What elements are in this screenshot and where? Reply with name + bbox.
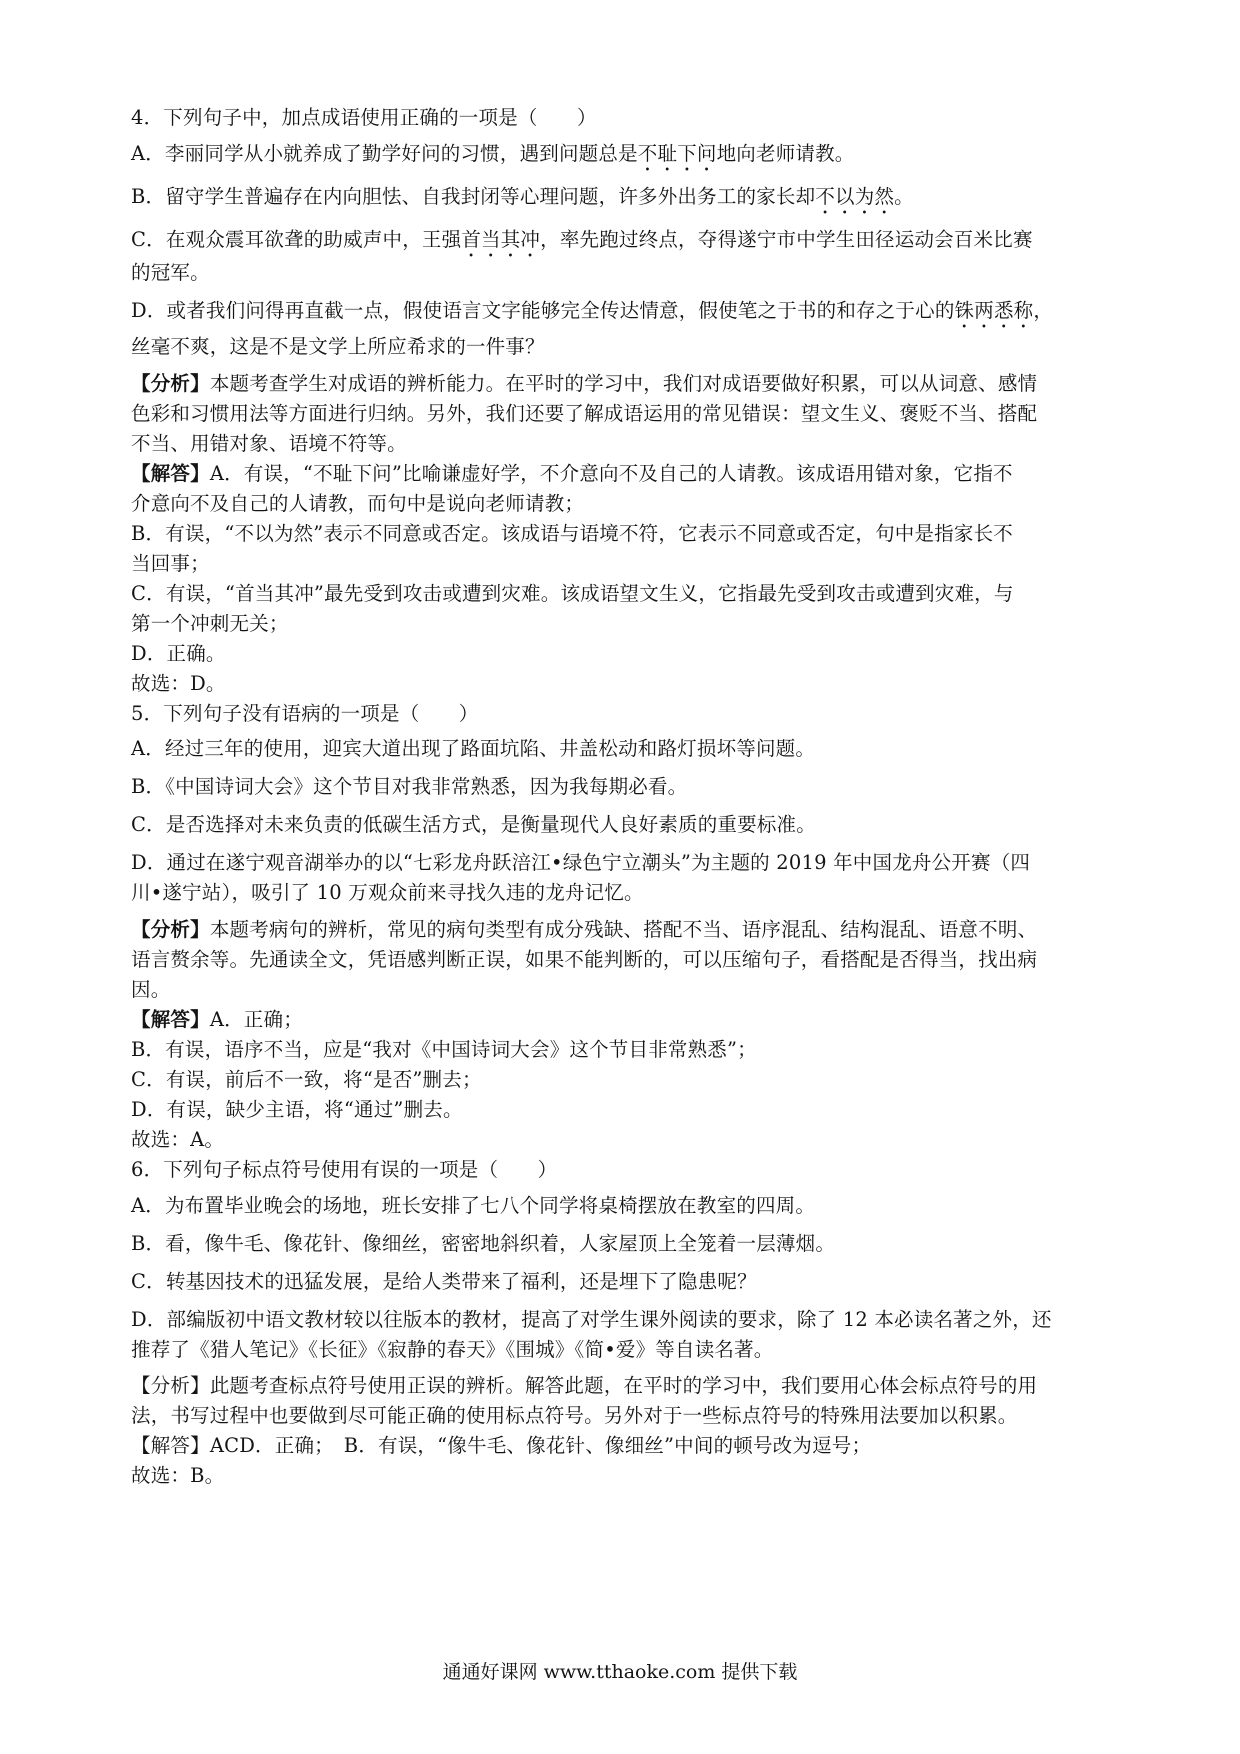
q5-option-c: C．是否选择对未来负责的低碳生活方式，是衡量现代人良好素质的重要标准。 bbox=[131, 813, 816, 836]
text: D．或者我们问得再直截一点，假使语言文字能够完全传达情意，假使笔之于书的和存之于心的 bbox=[131, 299, 955, 322]
q6-stem: 6．下列句子标点符号使用有误的一项是（ ） bbox=[131, 1158, 558, 1181]
q4-answer-cont: 介意向不及自己的人请教，而句中是说向老师请教； bbox=[131, 492, 585, 515]
q4-choice: 故选：D。 bbox=[131, 672, 226, 695]
dotted-idiom: 不耻下问 bbox=[637, 142, 717, 165]
q6-option-a: A．为布置毕业晚会的场地，班长安排了七八个同学将桌椅摆放在教室的四周。 bbox=[131, 1194, 816, 1217]
text: A．李丽同学从小就养成了勤学好问的习惯，遇到问题总是 bbox=[131, 142, 638, 165]
q5-answer-cont: B．有误，语序不当，应是“我对《中国诗词大会》这个节目非常熟悉”； bbox=[131, 1038, 757, 1061]
analysis-tag: 【分析】 bbox=[131, 372, 210, 395]
q4-option-d bbox=[131, 296, 1053, 333]
q6-analysis bbox=[131, 1371, 1037, 1401]
q4-answer-cont: 第一个冲刺无关； bbox=[131, 612, 289, 635]
page-footer: 通通好课网 www.tthaoke.com 提供下载 bbox=[442, 1661, 798, 1683]
q4-answer-cont: B．有误，“不以为然”表示不同意或否定。该成语与语境不符，它表示不同意或否定，句中是指家长不 bbox=[131, 522, 1013, 545]
q4-option-a bbox=[131, 139, 855, 176]
q5-answer bbox=[131, 1005, 303, 1035]
text: C．在观众震耳欲聋的助威声中，王强 bbox=[131, 228, 462, 251]
dotted-idiom: 首当其冲 bbox=[461, 228, 541, 251]
answer-tag: 【解答】 bbox=[131, 462, 210, 485]
text: A．正确； bbox=[209, 1008, 303, 1031]
answer-tag: 【解答】 bbox=[131, 1434, 210, 1457]
q6-option-c: C．转基因技术的迅猛发展，是给人类带来了福利，还是埋下了隐患呢？ bbox=[131, 1270, 757, 1293]
text: 本题考查学生对成语的辨析能力。在平时的学习中，我们对成语要做好积累，可以从词意、感情 bbox=[209, 372, 1038, 395]
q5-option-d-cont: 川•遂宁站），吸引了 10 万观众前来寻找久违的龙舟记忆。 bbox=[131, 881, 644, 904]
text: B．留守学生普遍存在内向胆怯、自我封闭等心理问题，许多外出务工的家长却 bbox=[131, 185, 816, 208]
text: 本题考病句的辨析，常见的病句类型有成分残缺、搭配不当、语序混乱、结构混乱、语意不明、 bbox=[209, 918, 1038, 941]
q4-analysis-cont: 不当、用错对象、语境不符等。 bbox=[131, 432, 407, 455]
q4-analysis bbox=[131, 369, 1037, 399]
text: ，率先跑过终点，夺得遂宁市中学生田径运动会百米比赛 bbox=[540, 228, 1033, 251]
q6-option-b: B．看，像牛毛、像花针、像细丝，密密地斜织着，人家屋顶上全笼着一层薄烟。 bbox=[131, 1232, 836, 1255]
q4-stem: 4．下列句子中，加点成语使用正确的一项是（ ） bbox=[131, 106, 597, 129]
q4-answer-cont: C．有误，“首当其冲”最先受到攻击或遭到灾难。该成语望文生义，它指最先受到攻击或遭到灾难，与 bbox=[131, 582, 1014, 605]
q4-answer-cont: D．正确。 bbox=[131, 642, 226, 665]
text: ， bbox=[1033, 299, 1054, 322]
q6-option-d-cont: 推荐了《猎人笔记》《长征》《寂静的春天》《围城》《简•爱》等自读名著。 bbox=[131, 1338, 774, 1361]
q5-option-d: D．通过在遂宁观音湖举办的以“七彩龙舟跃涪江•绿色宁立潮头”为主题的 2019 年中国龙舟公开赛（四 bbox=[131, 851, 1031, 874]
q4-option-d-cont: 丝毫不爽，这是不是文学上所应希求的一件事？ bbox=[131, 335, 545, 358]
text: 此题考查标点符号使用正误的辨析。解答此题，在平时的学习中，我们要用心体会标点符号的用 bbox=[209, 1374, 1038, 1397]
q4-option-c-cont: 的冠军。 bbox=[131, 261, 210, 284]
analysis-tag: 【分析】 bbox=[131, 1374, 210, 1397]
text: ACD．正确； B．有误，“像牛毛、像花针、像细丝”中间的顿号改为逗号； bbox=[209, 1434, 872, 1457]
q4-analysis-cont: 色彩和习惯用法等方面进行归纳。另外，我们还要了解成语运用的常见错误：望文生义、褒贬不当、搭配 bbox=[131, 402, 1038, 425]
q5-answer-cont: D．有误，缺少主语，将“通过”删去。 bbox=[131, 1098, 463, 1121]
q5-stem: 5．下列句子没有语病的一项是（ ） bbox=[131, 702, 479, 725]
dotted-idiom: 铢两悉称 bbox=[954, 299, 1034, 322]
q4-option-b bbox=[131, 182, 914, 219]
text: 。 bbox=[894, 185, 914, 208]
q6-analysis-cont: 法，书写过程中也要做到尽可能正确的使用标点符号。另外对于一些标点符号的特殊用法要加以积累。 bbox=[131, 1404, 1018, 1427]
q4-answer-cont: 当回事； bbox=[131, 552, 210, 575]
q5-choice: 故选：A。 bbox=[131, 1128, 225, 1151]
q5-analysis bbox=[131, 915, 1037, 945]
q6-option-d: D．部编版初中语文教材较以往版本的教材，提高了对学生课外阅读的要求，除了 12 本必读名著之外，还 bbox=[131, 1308, 1052, 1331]
answer-tag: 【解答】 bbox=[131, 1008, 210, 1031]
q4-answer bbox=[131, 459, 1013, 489]
q6-choice: 故选：B。 bbox=[131, 1464, 225, 1487]
q5-analysis-cont: 因。 bbox=[131, 978, 171, 1001]
q5-option-b: B．《中国诗词大会》这个节目对我非常熟悉，因为我每期必看。 bbox=[131, 775, 688, 798]
q5-analysis-cont: 语言赘余等。先通读全文，凭语感判断正误，如果不能判断的，可以压缩句子，看搭配是否得当，找出病 bbox=[131, 948, 1038, 971]
text: 地向老师请教。 bbox=[716, 142, 855, 165]
q5-option-a: A．经过三年的使用，迎宾大道出现了路面坑陷、井盖松动和路灯损坏等问题。 bbox=[131, 737, 816, 760]
q5-answer-cont: C．有误，前后不一致，将“是否”删去； bbox=[131, 1068, 482, 1091]
q6-answer bbox=[131, 1431, 871, 1461]
analysis-tag: 【分析】 bbox=[131, 918, 210, 941]
text: A．有误，“不耻下问”比喻谦虚好学，不介意向不及自己的人请教。该成语用错对象，它指不 bbox=[209, 462, 1013, 485]
q4-option-c bbox=[131, 225, 1033, 262]
dotted-idiom: 不以为然 bbox=[815, 185, 895, 208]
